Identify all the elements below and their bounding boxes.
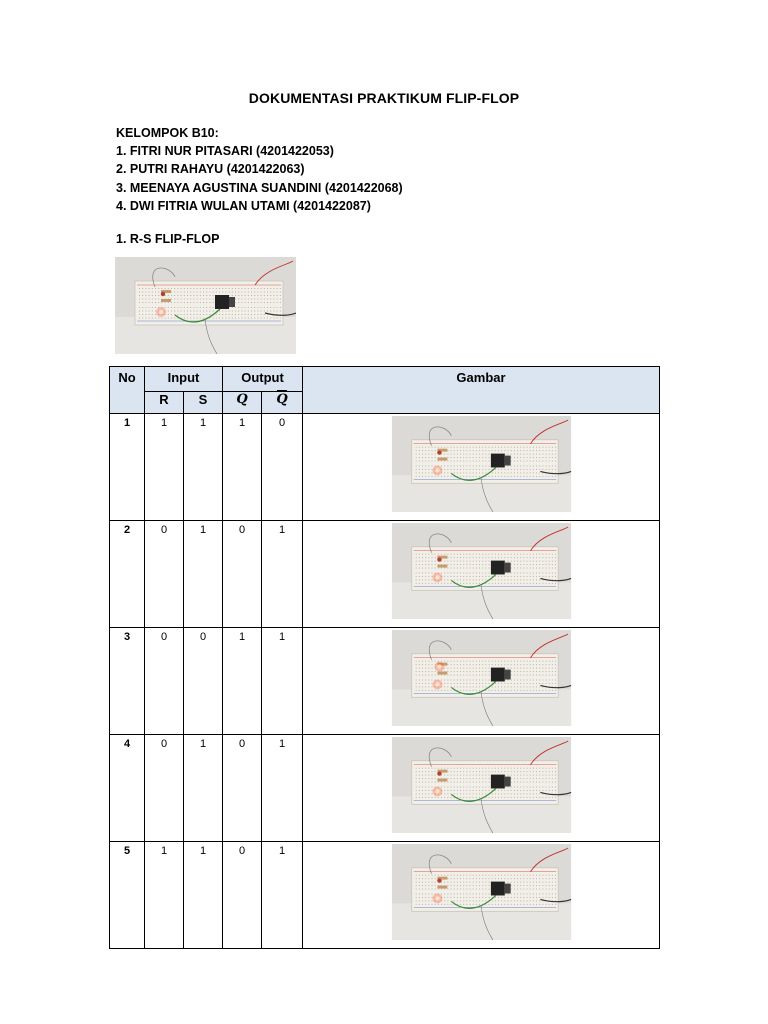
led-off bbox=[161, 292, 165, 296]
member-1: 1. FITRI NUR PITASARI (4201422053) bbox=[116, 144, 334, 159]
member-2: 2. PUTRI RAHAYU (4201422063) bbox=[116, 162, 305, 177]
cell-qbar: 1 bbox=[262, 842, 303, 949]
cell-r: 0 bbox=[145, 735, 184, 842]
table-row bbox=[110, 735, 660, 842]
cell-s: 1 bbox=[184, 414, 223, 521]
cell-gambar bbox=[303, 414, 660, 521]
ic-chip bbox=[504, 670, 510, 680]
led-on bbox=[435, 468, 439, 472]
header-r: R bbox=[145, 392, 184, 414]
led-on bbox=[435, 896, 439, 900]
cell-qbar: 1 bbox=[262, 735, 303, 842]
table-row bbox=[110, 628, 660, 735]
header-s: S bbox=[184, 392, 223, 414]
ic-chip bbox=[504, 563, 510, 573]
led-on bbox=[437, 664, 441, 668]
cell-gambar bbox=[303, 628, 660, 735]
ic-chip bbox=[490, 882, 504, 896]
breadboard-photo bbox=[115, 257, 296, 354]
ic-chip bbox=[490, 454, 504, 468]
member-3: 3. MEENAYA AGUSTINA SUANDINI (4201422068) bbox=[116, 180, 403, 195]
header-output: Output bbox=[223, 367, 303, 392]
cell-s: 0 bbox=[184, 628, 223, 735]
cell-s: 1 bbox=[184, 735, 223, 842]
ic-chip bbox=[504, 884, 510, 894]
cell-r: 0 bbox=[145, 521, 184, 628]
led-on bbox=[159, 310, 163, 314]
row-no: 1 bbox=[110, 414, 145, 521]
resistor bbox=[437, 886, 447, 889]
cell-qbar: 1 bbox=[262, 628, 303, 735]
cell-qbar: 1 bbox=[262, 521, 303, 628]
led-on bbox=[435, 682, 439, 686]
header-q: Q bbox=[223, 392, 262, 414]
cell-s: 1 bbox=[184, 842, 223, 949]
cell-q: 1 bbox=[223, 628, 262, 735]
row-photo bbox=[390, 416, 573, 512]
row-photo bbox=[390, 844, 573, 940]
cell-gambar bbox=[303, 521, 660, 628]
cell-gambar bbox=[303, 842, 660, 949]
ic-chip bbox=[504, 777, 510, 787]
ic-chip bbox=[229, 297, 235, 307]
cell-r: 1 bbox=[145, 842, 184, 949]
cell-s: 1 bbox=[184, 521, 223, 628]
cell-qbar: 0 bbox=[262, 414, 303, 521]
row-photo bbox=[390, 523, 573, 619]
cell-q: 1 bbox=[223, 414, 262, 521]
led-off bbox=[437, 450, 441, 454]
cell-q: 0 bbox=[223, 735, 262, 842]
led-on bbox=[435, 575, 439, 579]
header-no: No bbox=[110, 367, 145, 414]
cell-r: 1 bbox=[145, 414, 184, 521]
led-off bbox=[437, 878, 441, 882]
cell-q: 0 bbox=[223, 521, 262, 628]
led-on bbox=[435, 789, 439, 793]
resistor bbox=[437, 779, 447, 782]
row-no: 2 bbox=[110, 521, 145, 628]
resistor bbox=[161, 299, 171, 302]
ic-chip bbox=[490, 668, 504, 682]
group-heading: KELOMPOK B10: bbox=[116, 126, 219, 140]
section-title: 1. R-S FLIP-FLOP bbox=[116, 232, 220, 246]
row-photo bbox=[390, 630, 573, 726]
cell-q: 0 bbox=[223, 842, 262, 949]
ic-chip bbox=[504, 456, 510, 466]
resistor bbox=[437, 458, 447, 461]
cell-gambar bbox=[303, 735, 660, 842]
row-no: 3 bbox=[110, 628, 145, 735]
led-off bbox=[437, 771, 441, 775]
resistor bbox=[437, 672, 447, 675]
resistor bbox=[437, 565, 447, 568]
page-title: DOKUMENTASI PRAKTIKUM FLIP-FLOP bbox=[248, 90, 520, 106]
table-row bbox=[110, 842, 660, 949]
member-4: 4. DWI FITRIA WULAN UTAMI (4201422087) bbox=[116, 198, 371, 213]
ic-chip bbox=[215, 295, 229, 309]
header-qbar: Q bbox=[262, 392, 303, 414]
ic-chip bbox=[490, 775, 504, 789]
ic-chip bbox=[490, 561, 504, 575]
cell-r: 0 bbox=[145, 628, 184, 735]
table-row bbox=[110, 521, 660, 628]
row-no: 4 bbox=[110, 735, 145, 842]
header-input: Input bbox=[145, 367, 223, 392]
led-off bbox=[437, 557, 441, 561]
truth-table bbox=[109, 366, 660, 949]
group-info bbox=[116, 124, 403, 215]
table-row bbox=[110, 414, 660, 521]
header-gambar: Gambar bbox=[303, 367, 660, 414]
row-no: 5 bbox=[110, 842, 145, 949]
breadboard-photo-svg bbox=[115, 257, 296, 354]
row-photo bbox=[390, 737, 573, 833]
